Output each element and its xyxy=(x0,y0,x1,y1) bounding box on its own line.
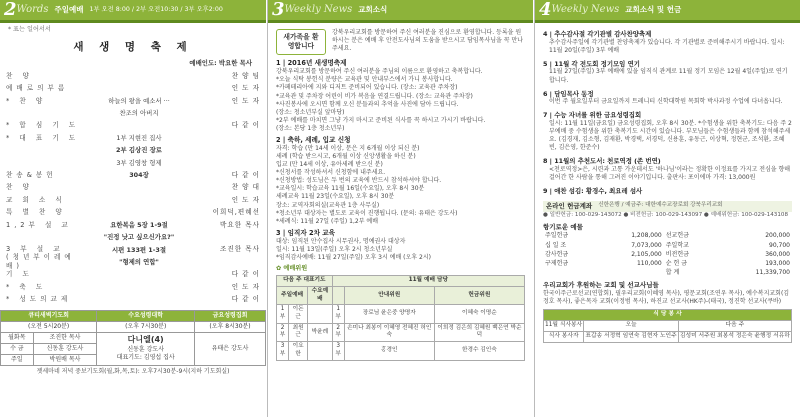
order-row xyxy=(0,145,266,157)
news-title: 8 | 11월의 추천도서: 천로역정 (존 번연) xyxy=(543,157,661,166)
table-cell xyxy=(543,268,596,277)
table-row xyxy=(543,250,792,259)
order-label: 기 도 xyxy=(6,270,33,279)
section-body xyxy=(276,68,525,133)
col-header: 11월 식사봉사 xyxy=(544,321,584,332)
news-text: 11월 27일(주일) 3부 예배에 있을 임직식 관계로 11월 정기 모임은 12월 4일(주일)로 연기합니다. xyxy=(549,68,788,84)
section-title: 3 | 임직자 2차 교육 xyxy=(276,228,335,237)
order-row xyxy=(0,83,266,95)
table-cell: 이돈근 xyxy=(289,305,308,323)
order-leader: 인 도 자 xyxy=(231,282,260,291)
order-leader: 인 도 자 xyxy=(231,84,260,93)
order-label: (청년부이레예배) xyxy=(6,253,75,271)
service-times: 1부 오전 8:00 / 2부 오전10:30 / 3부 오후2:00 xyxy=(89,5,223,13)
table-cell: 순 헌 금 xyxy=(665,259,687,267)
order-row xyxy=(0,70,266,82)
table-cell: 360,000 xyxy=(765,250,790,258)
col-header: 금요성령집회 xyxy=(195,310,266,321)
header-bar xyxy=(268,20,533,23)
news-title: 7 | 수능 자녀를 위한 금요성령집회 xyxy=(543,111,642,120)
star-icon: ✿ xyxy=(276,264,284,272)
order-item: 2부 김상진 장로 xyxy=(116,146,162,155)
section-line: *세례식: 11월 27일 (주일) 1,2부 예배 xyxy=(276,217,379,225)
order-label: 교 회 소 식 xyxy=(6,195,66,204)
mission-title: 우리교회가 후원하는 교회 및 선교사님들 xyxy=(543,281,659,290)
table-cell: 2부 xyxy=(332,323,344,341)
header-word: Words xyxy=(16,4,49,16)
order-row xyxy=(0,194,266,206)
header-title: 교회소식 xyxy=(358,4,388,14)
order-label: * 대 표 기 도 xyxy=(6,133,80,142)
table-cell: 2,105,000 xyxy=(631,250,662,258)
table-row xyxy=(543,241,792,250)
section-line: 세례 (학습 받으시고, 6개월 이상 신앙생활을 하신 분) xyxy=(276,152,416,160)
section-title: 2 | 축하, 세례, 입교 신청 xyxy=(276,135,351,144)
day-label: 주일 xyxy=(1,354,34,365)
order-leader: 인 도 자 xyxy=(231,195,260,204)
order-row xyxy=(0,268,266,280)
table-cell: 주일학교 xyxy=(665,241,689,249)
table-row xyxy=(543,259,792,268)
news-text: <천로역정>은, 시련과 고통 가운데서도 '하나님'이라는 정확한 이정표를 가지고 전심을 향해 걸어간 한 사람을 통해 그려진 이야기입니다. 출판사: 포이에마 가격: 13,000원 xyxy=(549,166,791,182)
table-cell: 박윤례 xyxy=(308,323,332,341)
meal-role: 식사 봉사자 xyxy=(544,332,584,343)
col-header: 주일예배 xyxy=(277,287,308,305)
table-cell: 1부 xyxy=(332,305,344,323)
col-header: 다음 주 xyxy=(678,321,791,332)
offerings-table xyxy=(543,232,792,277)
order-row xyxy=(0,182,266,194)
offering-accounts: ● 일반헌금: 100-029-143072 ● 비전헌금: 100-029-143097 ● 예배위헌금: 100-029-143108 xyxy=(543,211,788,218)
table-cell: 1,208,000 xyxy=(631,232,662,240)
fri-leader: 유태은 강도사 xyxy=(195,332,266,365)
news-text: 추수감사주일에 각기관별 찬양축제가 있습니다. 각 기관별로 준비해주시기 바랍니다. 일시: 11월 20일(주일) 3부 예배 xyxy=(549,38,785,54)
table-cell: 홍경인 xyxy=(344,342,434,360)
col-header: 큐티새벽기도회 xyxy=(1,310,97,321)
order-leader: 다 같 이 xyxy=(231,171,260,180)
order-row xyxy=(0,219,266,231)
order-leader: 다 같 이 xyxy=(231,270,260,279)
table-cell: 구제헌금 xyxy=(545,259,569,267)
section-line: 장소: 교역자회의실(교육관 1층 사무실) xyxy=(276,201,380,209)
news-text: 일시: 11월 11일(금요일) 금요성령집회, 오후 8시 30분. *수험생을 위한 축복기도: 다음 주 2부예배 중 수험생을 위한 축복기도 시간이 있습니다. 부모님들은 수험생들과 함께 참석해주세요. (김경재, 김소형, 김재환, 박경택, 서경덕, 신용훈, 유동근, 이상혁, 정현군, 조석환, 조혜빈, 김은영, 한준수) xyxy=(549,120,792,152)
order-row xyxy=(0,95,266,107)
meal-title: 식 당 봉 사 xyxy=(544,310,792,321)
section-line: 대상: 임직된 안수집사 시무권사, 명예권사 대상자 xyxy=(276,237,406,245)
table-cell: 최원근 xyxy=(289,323,308,341)
section-line: *임직감사예배: 11월 27일(주일) 오후 3시 예배 (오후 2시) xyxy=(276,253,431,261)
news-text: 이번 주 월요일부터 금요일까지 트레니티 신학대학원 목회학 박사과정 수업에 다녀옵니다. xyxy=(549,98,783,106)
offerings-title: 항기로운 예물 xyxy=(543,223,583,232)
table-cell: 비전헌금 xyxy=(665,250,689,258)
page-number: 4 xyxy=(539,0,552,20)
section-line: 입교 (만 14세 이상, 유아세례 받으신 분) xyxy=(276,161,383,169)
order-item: 시편 133편 1-3절 xyxy=(111,245,167,254)
col-group: 다음 주 대표기도 xyxy=(277,276,333,287)
table-cell: 3부 xyxy=(332,342,344,360)
order-label: * 축 도 xyxy=(6,282,47,291)
weekday-schedule xyxy=(0,310,266,366)
col-time: (오후 7시30분) xyxy=(97,321,195,332)
header-title: 교회소식 및 헌금 xyxy=(625,4,682,14)
col-header: 수요성령대학 xyxy=(97,310,195,321)
order-label: 특 별 찬 양 xyxy=(6,208,66,217)
header-word: Weekly News xyxy=(551,4,620,16)
page-title: 새 생 명 축 제 xyxy=(73,41,193,54)
table-cell: 11,339,700 xyxy=(755,268,790,276)
news-items xyxy=(543,30,792,196)
order-leader: 찬 양 대 xyxy=(231,183,260,192)
order-item: 3부 김영창 형제 xyxy=(116,158,162,167)
section-line: *오늘 식탁 봉헌식 분량은 교육관 및 안내부스에서 가니 봉사합니다. xyxy=(276,76,453,84)
news-title: 9 | 애찬 섬김: 황경수, 최요레 섬사 xyxy=(543,187,643,196)
page-news-offering xyxy=(534,0,800,417)
leader: 조진한 목사 xyxy=(33,332,97,343)
order-leader: 조진한 목사 xyxy=(220,245,260,254)
order-item: "형제의 연합" xyxy=(119,257,159,266)
meal-table xyxy=(543,309,792,342)
welcome-label: 새가족을 환영합니다 xyxy=(276,29,326,55)
order-leader: 다 같 이 xyxy=(231,121,260,130)
table-cell: 110,000 xyxy=(636,259,662,267)
table-row xyxy=(543,232,792,241)
order-label: 찬 양 xyxy=(6,71,33,80)
order-leader: 다 같 이 xyxy=(231,294,260,303)
order-item: 304장 xyxy=(129,171,149,180)
order-label: 3 부 설 교 xyxy=(6,245,64,254)
table-cell: 장로님 윤은중 양명자 xyxy=(344,305,434,323)
order-leader: 찬 양 팀 xyxy=(231,71,260,80)
order-item: 요한복음 5장 1-9절 xyxy=(110,220,168,229)
col-header: 안내위원 xyxy=(344,287,434,305)
section-line: *신청방법: 성도님은 두 번의 교육에 반드시 참석하셔야 합니다. xyxy=(276,177,442,185)
table-cell: 7,073,000 xyxy=(631,241,662,249)
servers-title: ✿ 예배위원 xyxy=(276,264,308,272)
section-body xyxy=(276,145,525,226)
table-cell: 193,000 xyxy=(765,259,790,267)
header-word: Weekly News xyxy=(284,4,353,16)
page-header xyxy=(268,0,533,20)
order-label: * 성도의교제 xyxy=(6,294,72,303)
section-title: 1 | 2016년 새생명축제 xyxy=(276,59,347,68)
order-label: * 찬 양 xyxy=(6,96,47,105)
table-cell: 감사헌금 xyxy=(545,250,569,258)
footer-note: 젯세마네 저녁 중보기도회(월,화,목,토): 오후7시30분-9시(지하 기도회실) xyxy=(36,368,230,376)
order-leader: 박요한 목사 xyxy=(220,220,260,229)
mission-text: 한국이주근로선교(연합회), 필우리교회(이혜영 목사), 평문교회(조연우 목사), 예수복지교회(김정호 목사), 좋은목자 교회(이정범 목사), 하진교 선교사(HK주)-(태국), 정진학 선교사(쿠바) xyxy=(543,290,790,306)
section-line: 자격: 학습 (만 14세 이상, 문은 지 6개월 이상 되신 분) xyxy=(276,144,420,152)
table-cell: 3부 xyxy=(277,342,289,360)
order-label: 예배로의부름 xyxy=(6,84,69,93)
header-title: 주일예배 xyxy=(54,4,84,14)
day-label: 수 금 xyxy=(1,343,34,354)
meal-next: 김성미 서주원 최봉석 정은숙 윤행정 서유하 xyxy=(678,332,791,343)
order-label: 찬 양 xyxy=(6,183,33,192)
service-leader: 예배인도: 박요한 목사 xyxy=(189,58,252,67)
section-line: *사진봉사에 오시면 함께 오신 분들과의 추억을 사진에 담아 드립니다. xyxy=(276,100,459,108)
table-cell: 이희정 김은희 김혜원 백은연 박순덕 xyxy=(434,323,524,341)
table-cell: 200,000 xyxy=(765,232,790,240)
order-row xyxy=(0,120,266,132)
page-number: 2 xyxy=(4,0,17,20)
table-row xyxy=(543,268,792,277)
news-title: 5 | 11월 각 전도회 정기모임 연기 xyxy=(543,59,640,68)
table-cell: 이혜숙 이명순 xyxy=(434,305,524,323)
order-row xyxy=(0,169,266,181)
page-number: 3 xyxy=(272,0,285,20)
order-label: * 합 심 기 도 xyxy=(6,121,80,130)
table-cell: 90,700 xyxy=(769,241,790,249)
order-row xyxy=(0,157,266,169)
order-leader: 이희덕,편혜선 xyxy=(212,208,260,217)
section-line: *교육관 및 주차장 어린이 비가 복음을 연결드립니다. (장소: 교육관 주차장) xyxy=(276,92,473,100)
page-header xyxy=(0,0,266,20)
section-line: *2부 예배를 마치면 그냥 가지 마시고 준비된 식사를 꼭 하시고 가시기 바랍니다. xyxy=(276,116,486,124)
welcome-text: 강북우리교회를 방문하여 주신 여러분을 진심으로 환영합니다. 등록을 원하시는 분은 예배 후 안전도사님의 도움을 받으시고 담임목사님을 꼭 만나주세요. xyxy=(332,29,524,53)
news-title: 4 | 추수감사절 각기관별 감사찬양축제 xyxy=(543,30,652,38)
col-group: 11월 예배 담당 xyxy=(332,276,524,287)
section-line: 강북우리교회를 방문하여 주신 여러분을 주님의 이름으로 환영하고 축복합니다. xyxy=(276,68,483,76)
section-line: 세례교육 11월 23일(수요일), 오후 8시 30분 xyxy=(276,193,395,201)
order-list xyxy=(0,70,266,305)
table-cell xyxy=(308,342,332,360)
order-leader: 인 도 자 xyxy=(231,96,260,105)
table-cell xyxy=(596,268,664,277)
col-time: (오전 5시20분) xyxy=(1,321,97,332)
table-cell: 한경수 김인숙 xyxy=(434,342,524,360)
section-body xyxy=(276,238,525,262)
table-cell xyxy=(308,305,332,323)
order-row xyxy=(0,206,266,218)
table-row xyxy=(277,323,525,341)
page-church-news xyxy=(267,0,533,417)
order-item: 하늘의 왕을 예소서 ··· xyxy=(108,96,170,105)
news-title: 6 | 담임목사 동정 xyxy=(543,89,594,98)
order-row xyxy=(0,281,266,293)
meal-today: 표갑송 서정혁 임연숙 김현자 노인주 xyxy=(584,332,679,343)
order-item: "진정 낫고 싶으신가요?" xyxy=(103,233,175,242)
order-label: 찬송&봉헌 xyxy=(6,171,57,180)
order-row xyxy=(0,132,266,144)
col-time: (오후 8시30분) xyxy=(195,321,266,332)
welcome-box xyxy=(276,29,525,55)
section-line: *교육일시: 학습교육 11월 16일(수요일), 오후 8시 30분 xyxy=(276,185,425,193)
order-item: 찬조의 아버지 xyxy=(119,109,159,118)
page-header xyxy=(535,0,800,20)
table-row xyxy=(277,305,525,323)
standing-note: * 표는 일어서서 xyxy=(8,26,51,33)
col-header: 헌금위원 xyxy=(434,287,524,305)
order-row xyxy=(0,107,266,119)
day-label: 월화목 xyxy=(1,332,34,343)
table-cell: 십 일 조 xyxy=(545,241,567,249)
table-row xyxy=(277,342,525,360)
table-cell: 1부 xyxy=(277,305,289,323)
section-line: 일시: 11월 13일(주일) 오후 2시 청소년부실 xyxy=(276,245,393,253)
page-worship-order xyxy=(0,0,266,417)
online-offering-header: 온라인 헌금계좌 신한은행 / 예금주: 대한예수교장로회 강북우리교회 xyxy=(543,201,792,212)
leader: 신동훈 강도사 xyxy=(33,343,97,354)
order-item: 1부 지현진 집사 xyxy=(116,134,162,142)
section-line: (장소: 본당 1층 청소년부) xyxy=(276,124,345,132)
wed-class: 다니엘(4) 신동훈 강도사 대표기도: 김영섭 집사 xyxy=(97,332,195,365)
table-cell: 이요한 xyxy=(289,342,308,360)
section-line: *청소년부 대상자는 별도로 교육이 진행됩니다. (문의: 유태은 강도사) xyxy=(276,209,458,217)
order-row xyxy=(0,231,266,243)
table-cell: 선교헌금 xyxy=(665,232,689,240)
order-row xyxy=(0,253,266,271)
table-cell: 합 계 xyxy=(665,268,680,276)
table-cell: 2부 xyxy=(277,323,289,341)
col-header: 수요예배 xyxy=(308,287,332,305)
section-line: *카페테리아에 지와 디저트 준비되어 있습니다. (장소: 교육관 주차장) xyxy=(276,84,458,92)
col-header: 오늘 xyxy=(584,321,679,332)
leader: 박원배 목사 xyxy=(33,354,97,365)
section-line: (장소: 청소년부실 앞마당) xyxy=(276,108,345,116)
table-cell: 주일헌금 xyxy=(545,232,569,240)
table-cell: 손미나 최봉이 이혜영 전혜진 허인숙 xyxy=(344,323,434,341)
servers-table xyxy=(276,275,525,360)
section-line: *신청서를 작성하셔서 신청함에 내주세요. xyxy=(276,169,386,177)
order-row xyxy=(0,293,266,305)
order-label: 1,2부 설 교 xyxy=(6,220,72,229)
